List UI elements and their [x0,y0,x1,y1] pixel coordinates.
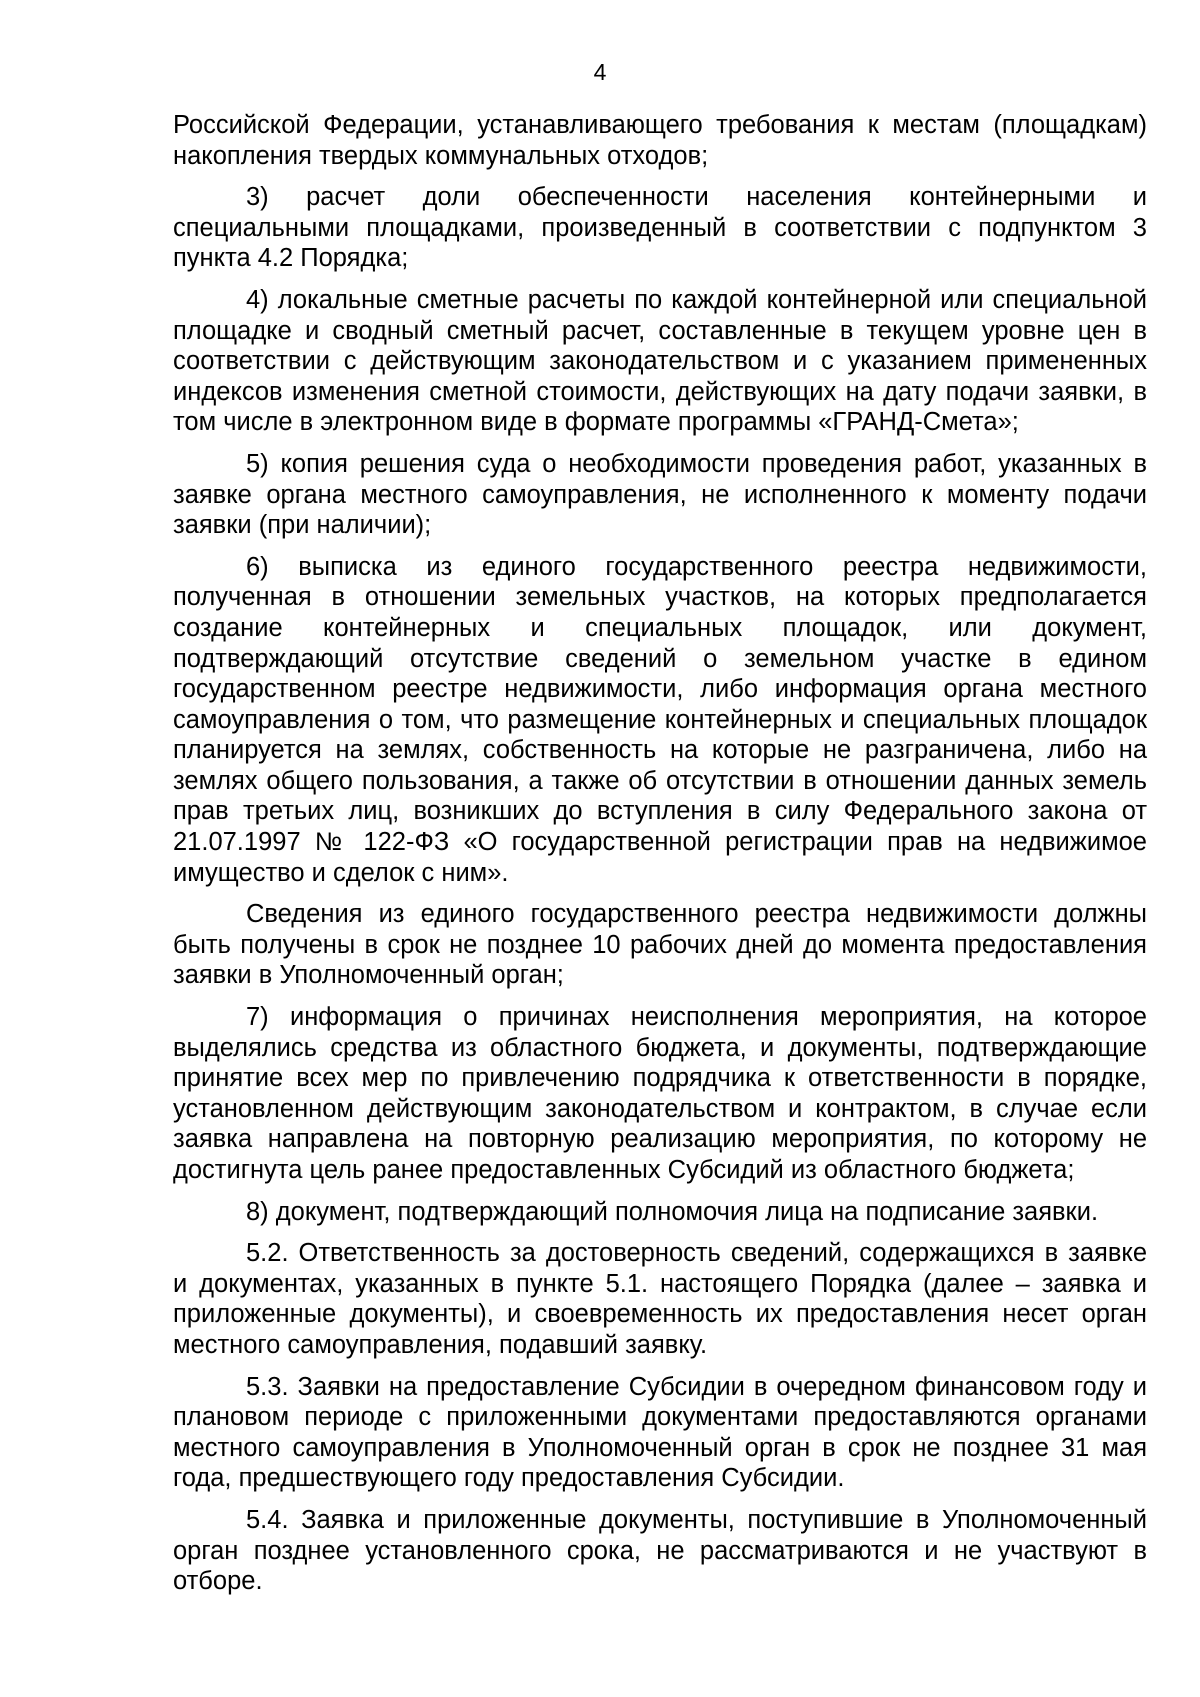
paragraph-section-5-4: 5.4. Заявка и приложенные документы, поступившие в Уполномоченный орган позднее установленного срока, не рассматриваются и не участвуют в отборе. [173,1505,1147,1596]
paragraph-item-5: 5) копия решения суда о необходимости проведения работ, указанных в заявке органа местного самоуправления, не исполненного к моменту подачи заявки (при наличии); [173,449,1147,540]
paragraph-item-8: 8) документ, подтверждающий полномочия лица на подписание заявки. [246,1197,1099,1226]
paragraph-item-3: 3) расчет доли обеспеченности населения контейнерными и специальными площадками, произведенный в соответствии с подпунктом 3 пункта 4.2 Порядка; [173,183,1147,273]
paragraph-section-5-2: 5.2. Ответственность за достоверность сведений, содержащихся в заявке и документах, указанных в пункте 5.1. настоящего Порядка (далее – заявка и приложенные документы), и своевременность их предоставления несет орган местного самоуправления, подавший заявку. [173,1239,1147,1359]
page-number: 4 [593,59,607,85]
document-body [173,110,1147,1608]
paragraph-item-4: 4) локальные сметные расчеты по каждой контейнерной или специальной площадке и сводный сметный расчет, составленные в текущем уровне цен в соответствии с действующим законодательством и с указанием примененных индексов изменения сметной стоимости, действующих на дату подачи заявки, в том числе в электронном виде в формате программы «ГРАНД-Смета»; [173,285,1147,437]
paragraph-item-6: 6) выписка из единого государственного реестра недвижимости, полученная в отношении земельных участков, на которых предполагается создание контейнерных и специальных площадок, или документ, подтверждающий отсутствие сведений о земельном участке в едином государственном реестре недвижимости, либо информация органа местного самоуправления о том, что размещение контейнерных и специальных площадок планируется на землях, собственность на которые не разграничена, либо на землях общего пользования, а также об отсутствии в отношении данных земель прав третьих лиц, возникших до вступления в силу Федерального закона от 21.07.1997 № 122-ФЗ «О государственной регистрации прав на недвижимое имущество и сделок с ним». [173,552,1147,887]
paragraph-item-7: 7) информация о причинах неисполнения мероприятия, на которое выделялись средства из областного бюджета, и документы, подтверждающие принятие всех мер по привлечению подрядчика к ответственности в порядке, установленном действующим законодательством и контрактом, в случае если заявка направлена на повторную реализацию мероприятия, по которому не достигнута цель ранее предоставленных Субсидий из областного бюджета; [173,1003,1147,1184]
paragraph-egrn-note: Сведения из единого государственного реестра недвижимости должны быть получены в срок не позднее 10 рабочих дней до момента предоставления заявки в Уполномоченный орган; [173,900,1147,990]
paragraph-continuation: Российской Федерации, устанавливающего требования к местам (площадкам) накопления твердых коммунальных отходов; [173,111,1147,170]
paragraph-section-5-3: 5.3. Заявки на предоставление Субсидии в очередном финансовом году и плановом периоде с приложенными документами предоставляются органами местного самоуправления в Уполномоченный орган в срок не позднее 31 мая года, предшествующего году предоставления Субсидии. [173,1372,1147,1493]
